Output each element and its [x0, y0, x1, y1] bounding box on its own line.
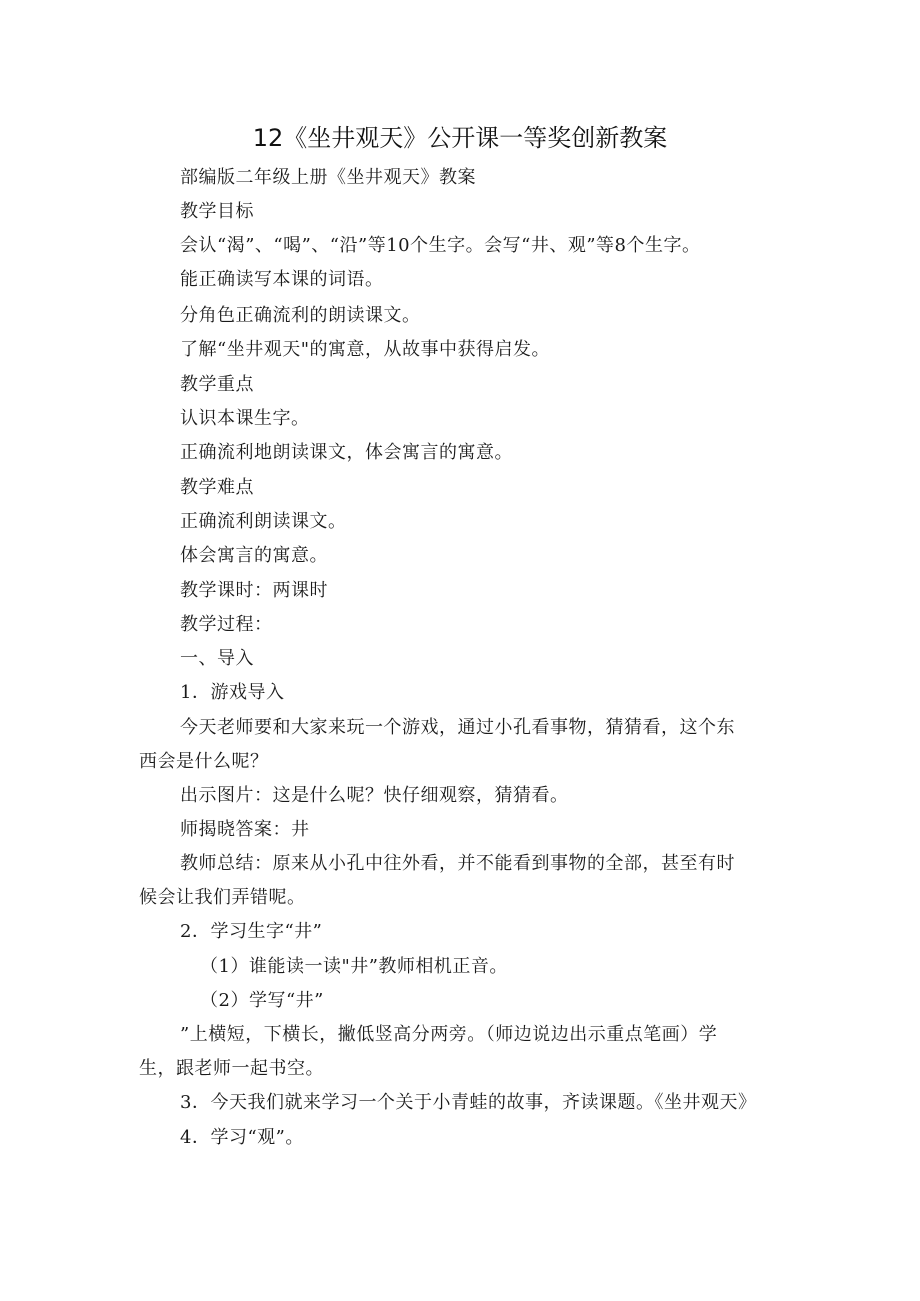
text-line: 能正确读写本课的词语。: [180, 269, 384, 290]
text-line: 教师总结：原来从小孔中往外看，并不能看到事物的全部，甚至有时: [180, 853, 735, 874]
text-line: 师揭晓答案：井: [180, 819, 310, 840]
text-line: 教学难点: [180, 477, 254, 498]
text-line: 体会寓言的寓意。: [180, 545, 328, 566]
text-line: 了解“坐井观天"的寓意，从故事中获得启发。: [180, 339, 550, 360]
text-line: 候会让我们弄错呢。: [139, 887, 306, 908]
text-line: （1）谁能读一读"井”教师相机正音。: [200, 956, 508, 977]
text-line: 会认“渴”、“喝”、“沿”等10个生字。会写“井、观”等8个生字。: [180, 235, 701, 256]
document-title: 12《坐井观天》公开课一等奖创新教案: [252, 124, 668, 152]
text-line: 2．学习生字“井”: [180, 921, 323, 942]
text-line: （2）学写“井”: [200, 990, 324, 1011]
text-line: 西会是什么呢？: [139, 751, 269, 772]
text-line: 1．游戏导入: [180, 682, 285, 703]
text-line: 教学课时：两课时: [180, 580, 328, 601]
text-line: 出示图片：这是什么呢？快仔细观察，猜猜看。: [180, 785, 569, 806]
text-line: 教学重点: [180, 374, 254, 395]
text-line: 部编版二年级上册《坐井观天》教案: [180, 167, 476, 188]
text-line: ”上横短，下横长，撇低竖高分两旁。（师边说边出示重点笔画）学: [180, 1024, 718, 1045]
text-line: 生，跟老师一起书空。: [139, 1058, 324, 1079]
text-line: 正确流利地朗读课文，体会寓言的寓意。: [180, 442, 513, 463]
text-line: 认识本课生字。: [180, 408, 310, 429]
text-line: 分角色正确流利的朗读课文。: [180, 305, 421, 326]
text-line: 教学目标: [180, 201, 254, 222]
text-line: 正确流利朗读课文。: [180, 511, 347, 532]
text-line: 一、导入: [180, 648, 254, 669]
text-line: 4．学习“观”。: [180, 1127, 304, 1148]
text-line: 3．今天我们就来学习一个关于小青蛙的故事，齐读课题。《坐井观天》: [180, 1092, 757, 1113]
text-line: 教学过程：: [180, 614, 273, 635]
text-line: 今天老师要和大家来玩一个游戏，通过小孔看事物，猜猜看，这个东: [180, 717, 735, 738]
